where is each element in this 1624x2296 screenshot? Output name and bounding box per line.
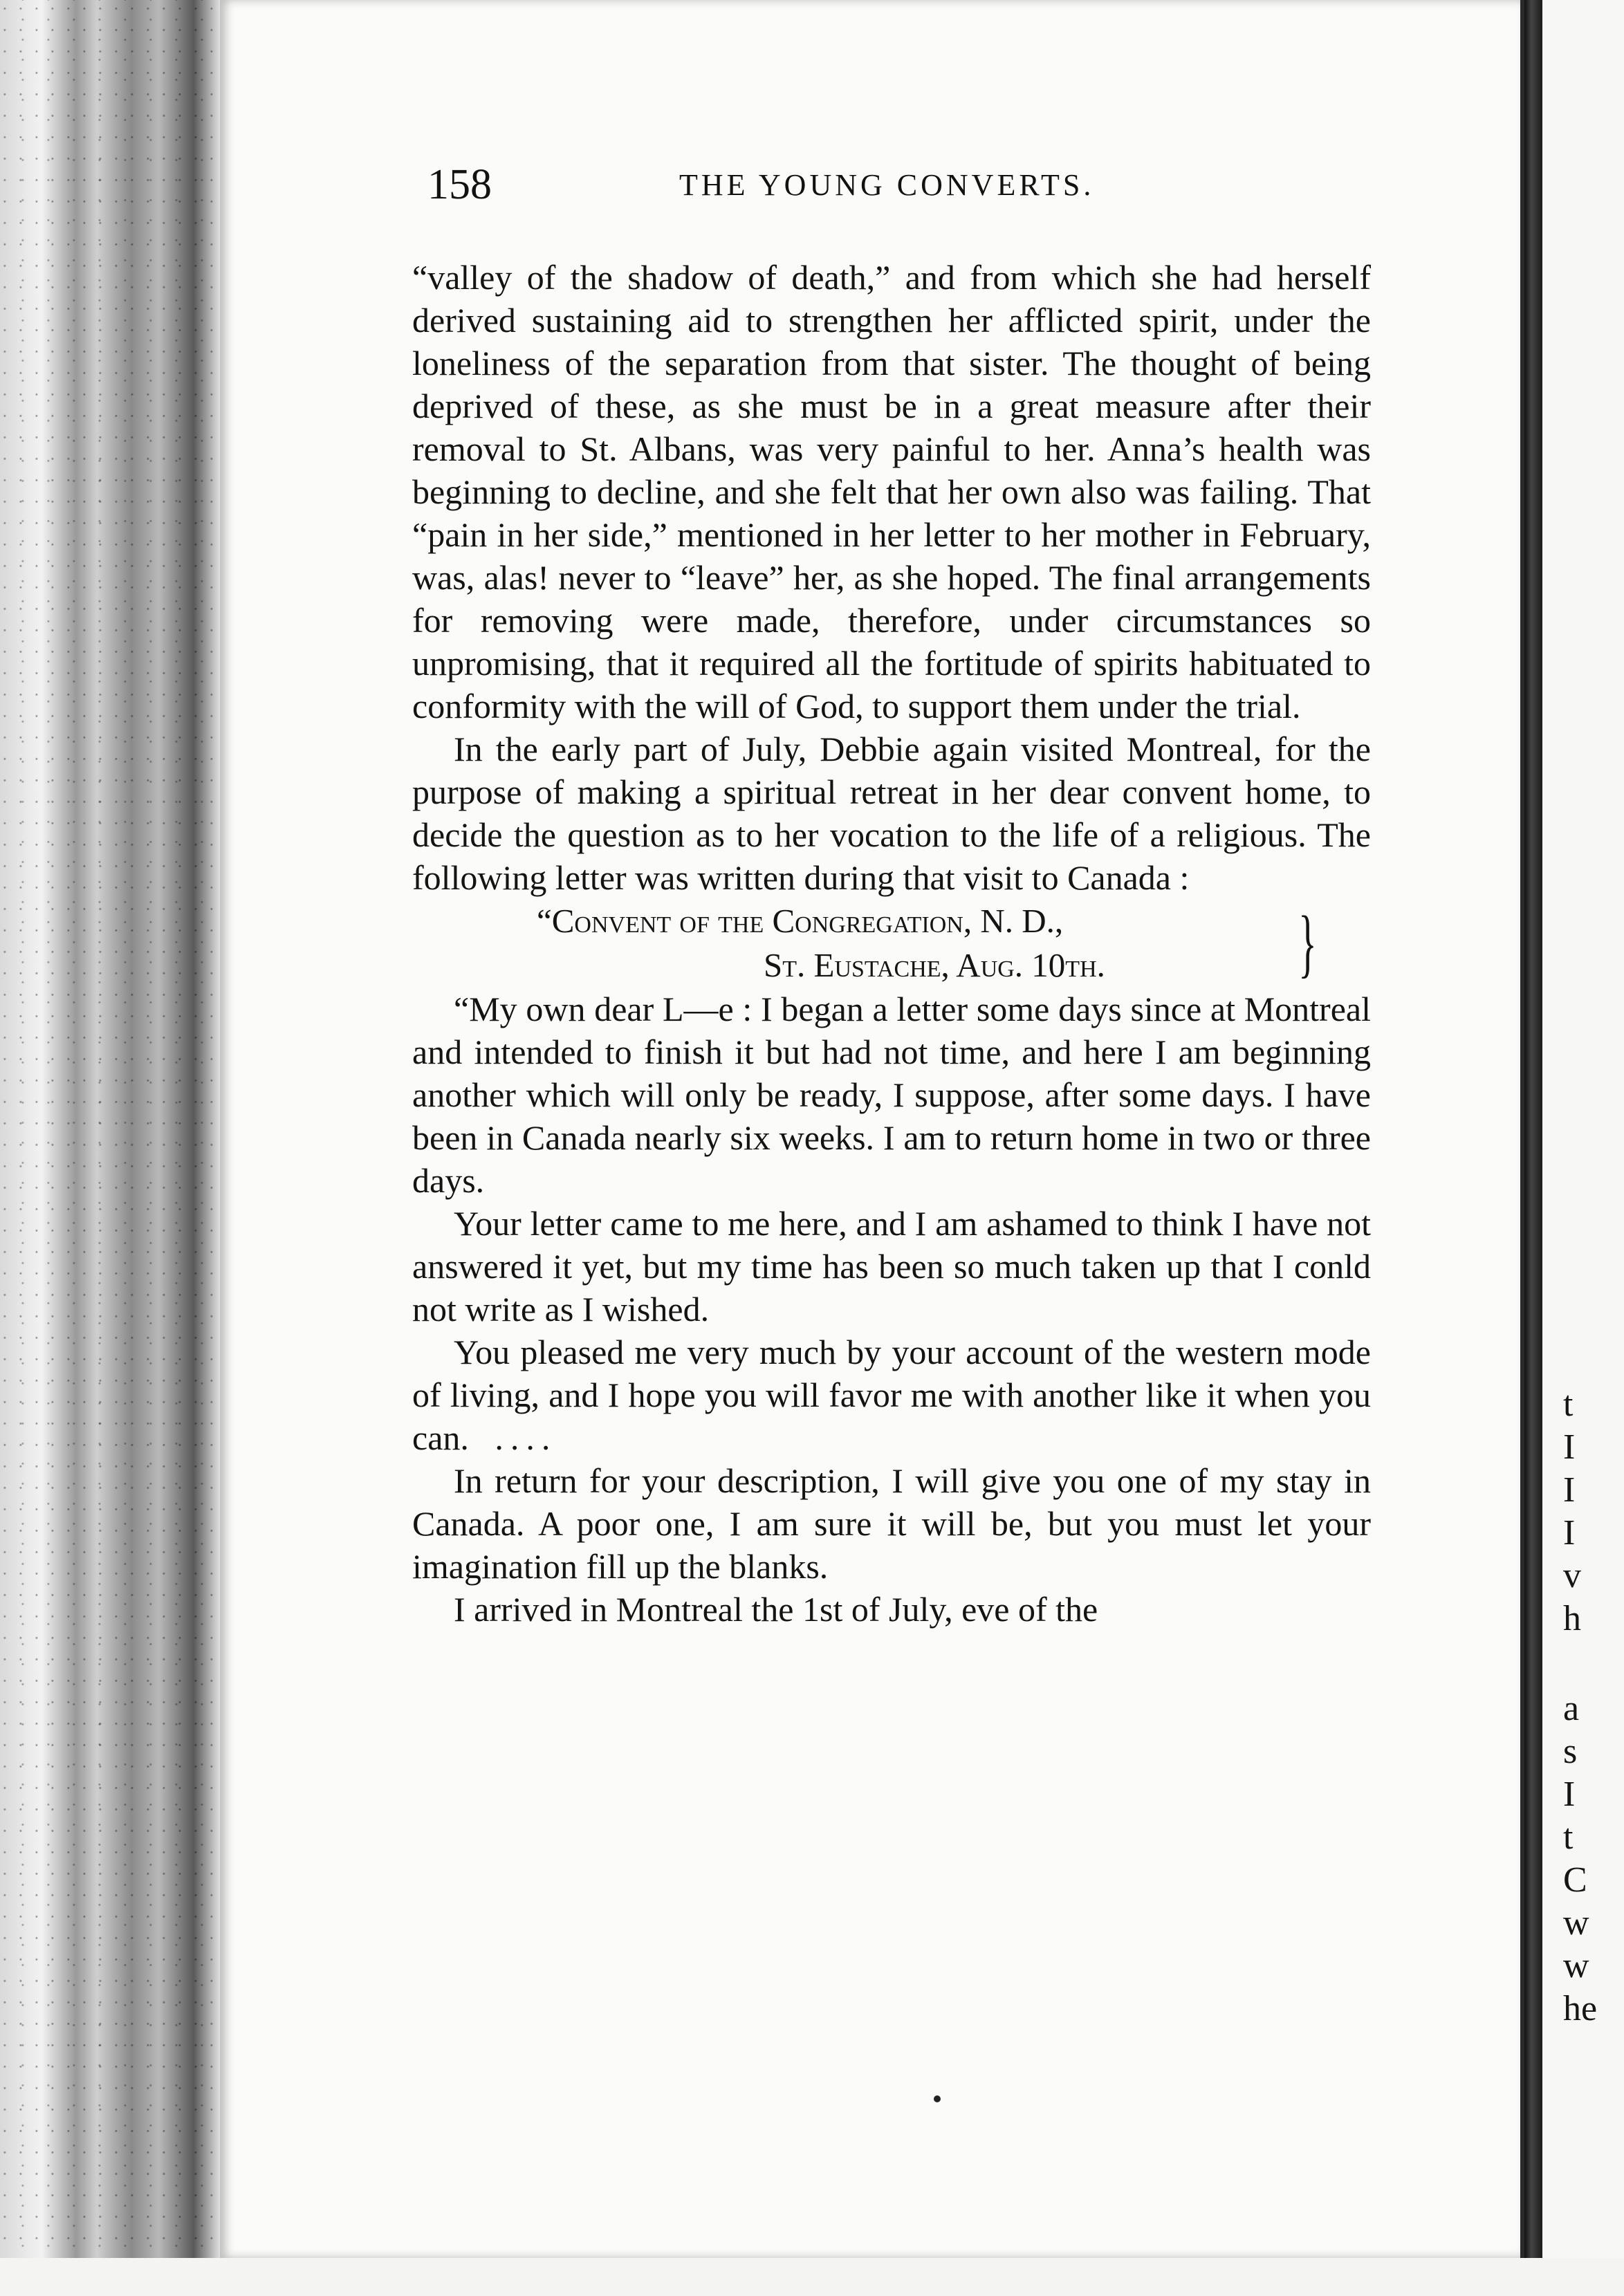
facing-page-fragment: h xyxy=(1563,1599,1581,1638)
body-text xyxy=(412,256,1371,1631)
facing-page-edge xyxy=(1542,0,1624,2296)
letter-dateline xyxy=(412,899,1371,988)
facing-page-fragment: I xyxy=(1563,1427,1576,1467)
paragraph xyxy=(412,1331,1371,1459)
page-bottom-margin xyxy=(0,2258,1624,2296)
paragraph: Your letter came to me here, and I am ashamed to think I have not answered it yet, but my time has been so much taken up that I conld not write as I wished. xyxy=(412,1204,1371,1328)
paragraph: I arrived in Montreal the 1st of July, eve of the xyxy=(454,1590,1098,1629)
page-header xyxy=(427,160,1368,209)
facing-page-fragment: he xyxy=(1563,1989,1598,2028)
paragraph: In return for your description, I will give you one of my stay in Canada. A poor one, I am sure it will be, but you must let your imagination fill up the blanks. xyxy=(412,1461,1371,1586)
facing-page-fragment: s xyxy=(1563,1732,1578,1771)
facing-page-fragment: t xyxy=(1563,1385,1574,1424)
facing-page-fragment: w xyxy=(1563,1903,1589,1943)
page-gutter xyxy=(1524,0,1542,2296)
brace-glyph: } xyxy=(1298,900,1317,985)
facing-page-fragment: t xyxy=(1563,1817,1574,1857)
facing-page-fragment: C xyxy=(1563,1860,1587,1900)
paragraph-text: You pleased me very much by your account of the western mode of living, and I hope you will favor me with another like it when you can. xyxy=(412,1333,1371,1457)
book-binding-edge xyxy=(0,0,221,2296)
facing-page-fragment: w xyxy=(1563,1946,1589,1985)
ellipsis: .... xyxy=(495,1418,557,1457)
facing-page-fragment: v xyxy=(1563,1556,1581,1595)
paragraph: “valley of the shadow of death,” and from which she had herself derived sustaining aid to strengthen her afflicted spirit, under the loneliness of the separation from that sister. The thought of being deprived of these, as she must be in a great measure after their removal to St. Albans, was very painful to her. Anna’s health was beginning to decline, and she felt that her own also was failing. That “pain in her side,” mentioned in her letter to her mother in February, was, alas! never to “leave” her, as she hoped. The final arrangements for removing were made, therefore, under circumstances so unpromising, that it required all the fortitude of spirits habituated to conformity with the will of God, to support them under the trial. xyxy=(412,258,1371,725)
dateline-line-2: St. Eustache, Aug. 10th. xyxy=(764,946,1105,984)
facing-page-fragment: I xyxy=(1563,1470,1576,1510)
facing-page-fragment: a xyxy=(1563,1689,1580,1728)
page-number: 158 xyxy=(427,161,492,208)
facing-page-fragment: I xyxy=(1563,1775,1576,1814)
paragraph: “My own dear L—e : I began a letter some days since at Montreal and intended to finish it but had not time, and here I am beginning another which will only be ready, I suppose, after some days. I have been in Canada nearly six weeks. I am to return home in two or three days. xyxy=(412,990,1371,1200)
print-speck xyxy=(934,2095,941,2102)
dateline-line-1: “Convent of the Congregation, N. D., xyxy=(537,902,1064,940)
facing-page-fragment: I xyxy=(1563,1513,1576,1553)
paragraph: In the early part of July, Debbie again visited Montreal, for the purpose of making a spiritual retreat in her dear convent home, to decide the question as to her vocation to the life of a religious. The following letter was written during that visit to Canada : xyxy=(412,730,1371,897)
running-head: THE YOUNG CONVERTS. xyxy=(679,168,1095,202)
